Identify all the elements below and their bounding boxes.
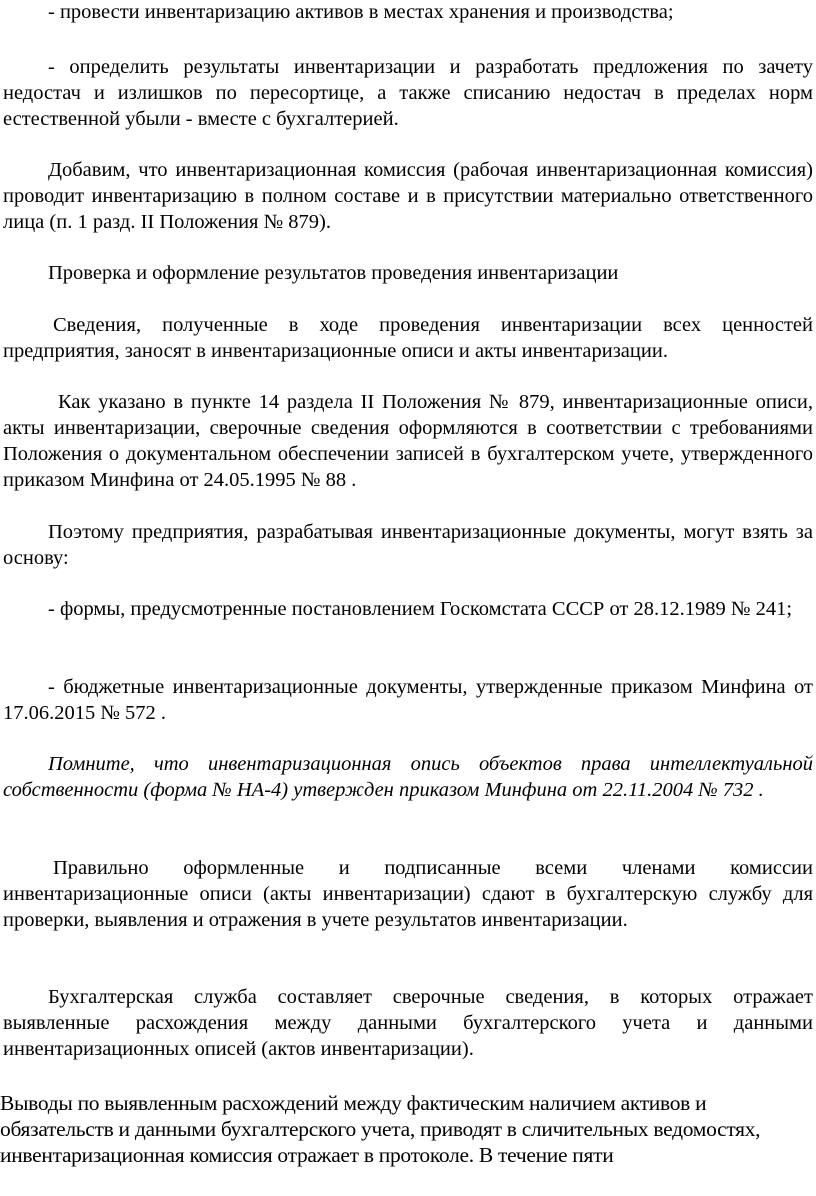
paragraph-regulation-reference: Как указано в пункте 14 раздела II Положения № 879, инвентаризационные описи, акты инвентаризации, сверочные сведения оформляются в соответствии с требованиями Положения о документальном обеспечении записей в бухгалтерском учете, утвержденного приказом Минфина от 24.05.1995 № 88 . [3,391,813,491]
paragraph-budget-documents: - бюджетные инвентаризационные документы, утвержденные приказом Минфина от 17.06.2015 № 572 . [3,676,813,724]
paragraph-inventory-locations: - провести инвентаризацию активов в местах хранения и производства; [48,1,674,23]
section-heading-verification: Проверка и оформление результатов проведения инвентаризации [48,262,619,284]
paragraph-reconciliation: Бухгалтерская служба составляет сверочные сведения, в которых отражает выявленные расхождения между данными бухгалтерского учета и данными инвентаризационных описей (актов инвентаризации). [3,986,813,1060]
paragraph-goskomstat-forms: - формы, предусмотренные постановлением Госкомстата СССР от 28.12.1989 № 241; [48,598,793,620]
paragraph-conclusions: Выводы по выявленным расхождений между фактическим наличием активов и обязательств и данными бухгалтерского учета, приводят в сличительных ведомостях, инвентаризационная комиссия отражает в протоколе. В течение пяти [0,1091,761,1167]
paragraph-determine-results: - определить результаты инвентаризации и разработать предложения по зачету недостач и излишков по пересортице, а также списанию недостач в пределах норм естественной убыли - вместе с бухгалтерией. [3,56,813,130]
paragraph-signed-inventories: Правильно оформленные и подписанные всеми членами комиссии инвентаризационные описи (акты инвентаризации) сдают в бухгалтерскую службу для проверки, выявления и отражения в учете результатов инвентаризации. [3,857,813,931]
paragraph-information-recorded: Сведения, полученные в ходе проведения инвентаризации всех ценностей предприятия, заносят в инвентаризационные описи и акты инвентаризации. [3,314,813,362]
paragraph-note-italic: Помните, что инвентаризационная опись объектов права интеллектуальной собственности (форма № НА-4) утвержден приказом Минфина от 22.11.2004 № 732 . [3,753,813,801]
paragraph-commission-composition: Добавим, что инвентаризационная комиссия (рабочая инвентаризационная комиссия) проводит инвентаризацию в полном составе и в присутствии материально ответственного лица (п. 1 разд. II Положения № 879). [3,159,813,233]
paragraph-document-basis: Поэтому предприятия, разрабатывая инвентаризационные документы, могут взять за основу: [3,521,813,569]
